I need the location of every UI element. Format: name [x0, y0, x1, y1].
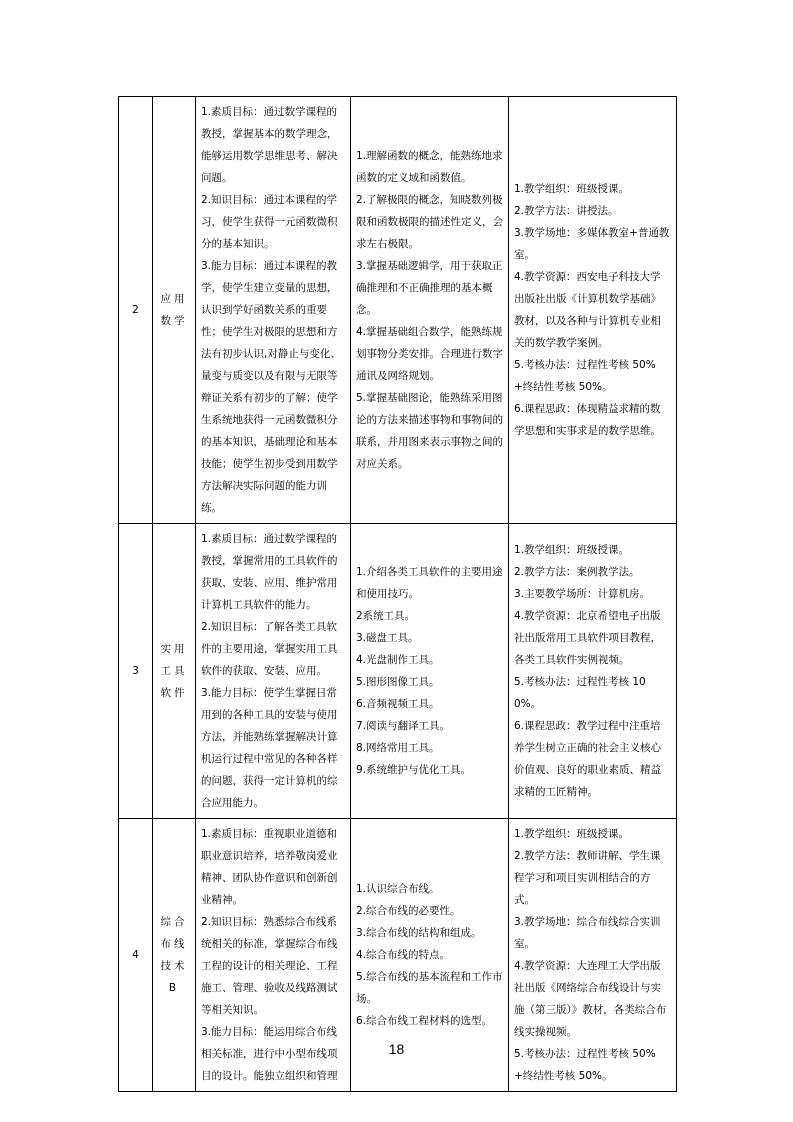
requirement-item: 1.教学组织：班级授课。 — [514, 544, 630, 556]
content-item: 1.认识综合布线。 — [356, 883, 440, 895]
requirement-item: 4.教学资源：西安电子科技大学出版社出版《计算机数学基础》教材，以及各种与计算机专业相关的数学教学案例。 — [514, 271, 661, 349]
course-contents — [351, 97, 509, 524]
content-item: 3.综合布线的结构和组成。 — [356, 927, 482, 939]
requirement-item: 2.教学方法：案例教学法。 — [514, 566, 640, 578]
goal-item: 2.知识目标：通过本课程的学习，使学生获得一元函数微积分的基本知识。 — [201, 194, 338, 250]
content-item: 6.综合布线工程材料的选型。 — [356, 1015, 493, 1027]
content-item: 9.系统维护与优化工具。 — [356, 764, 472, 776]
content-item: 3.磁盘工具。 — [356, 632, 419, 644]
content-item: 1.介绍各类工具软件的主要用途和使用技巧。 — [356, 566, 503, 600]
requirement-item: 5.考核办法：过程性考核 50%+终结性考核 50%。 — [514, 1048, 656, 1082]
course-goals — [196, 524, 351, 819]
requirement-item: 2.教学方法：教师讲解、学生课程学习和项目实训相结合的方式。 — [514, 850, 661, 906]
content-item: 4.光盘制作工具。 — [356, 654, 440, 666]
requirement-item: 4.教学资源：北京希望电子出版社出版常用工具软件项目教程，各类工具软件实例视频。 — [514, 610, 661, 666]
requirement-item: 3.教学场地：多媒体教室+普通教室。 — [514, 227, 670, 261]
page-number: 18 — [388, 1041, 405, 1057]
requirement-item: 3.教学场地：综合布线综合实训室。 — [514, 916, 661, 950]
course-number: 4 — [119, 819, 153, 1092]
requirement-item: 4.教学资源：大连理工大学出版社出版《网络综合布线设计与实施（第三版）》教材，各类综合布线实操视频。 — [514, 960, 667, 1038]
content-item: 1.理解函数的概念，能熟练地求函数的定义域和函数值。 — [356, 150, 503, 184]
content-item: 4.掌握基础组合数学，能熟练规划事物分类安排。合理进行数字通讯及网络规划。 — [356, 326, 503, 382]
content-item: 6.音频视频工具。 — [356, 698, 440, 710]
content-item: 2.综合布线的必要性。 — [356, 905, 461, 917]
course-number: 2 — [119, 97, 153, 524]
course-name: 实用工具软件 — [153, 524, 196, 819]
goal-item: 1.素质目标：通过数学课程的教授，掌握基本的数学理念，能够运用数学思维思考、解决问题。 — [201, 106, 338, 184]
content-item: 7.阅读与翻译工具。 — [356, 720, 451, 732]
content-item: 2.了解极限的概念，知晓数列极限和函数极限的描述性定义，会求左右极限。 — [356, 194, 503, 250]
goal-item: 1.素质目标：重视职业道德和职业意识培养，培养敬岗爱业精神、团队协作意识和创新创业精神。 — [201, 828, 338, 906]
course-contents — [351, 524, 509, 819]
goal-item: 3.能力目标：能运用综合布线相关标准，进行中小型布线项目的设计。能独立组织和管理 — [201, 1026, 338, 1082]
goal-item: 3.能力目标：通过本课程的教学，使学生建立变量的思想，认识到学好函数关系的重要性；使学生对极限的思想和方法有初步认识,对静止与变化、量变与质变以及有限与无限等辩证关系有初步的了解；使学生系统地获得一元函数微积分的基本知识，基础理论和基本技能；使学生初步受到用数学方法解决实际问题的能力训练。 — [201, 260, 341, 514]
requirement-item: 2.教学方法：讲授法。 — [514, 205, 619, 217]
course-requirements — [509, 524, 677, 819]
requirement-item: 1.教学组织：班级授课。 — [514, 828, 630, 840]
content-item: 5.图形图像工具。 — [356, 676, 440, 688]
course-number: 3 — [119, 524, 153, 819]
content-item: 3.掌握基础逻辑学，用于获取正确推理和不正确推理的基本概念。 — [356, 260, 503, 316]
requirement-item: 1.教学组织：班级授课。 — [514, 183, 630, 195]
course-requirements — [509, 97, 677, 524]
content-item: 2系统工具。 — [356, 610, 416, 622]
requirement-item: 6.课程思政：教学过程中注重培养学生树立正确的社会主义核心价值观、良好的职业素质、精益求精的工匠精神。 — [514, 720, 661, 798]
goal-item: 1.素质目标：通过数学课程的教授，掌握常用的工具软件的获取、安装、应用、维护常用计算机工具软件的能力。 — [201, 533, 338, 611]
course-goals — [196, 97, 351, 524]
content-item: 5.掌握基础图论，能熟练采用图论的方法来描述事物和事物间的联系，并用图来表示事物之间的对应关系。 — [356, 392, 503, 470]
goal-item: 3.能力目标：使学生掌握日常用到的各种工具的安装与使用方法，并能熟练掌握解决计算机运行过程中常见的各种各样的问题，获得一定计算机的综合应用能力。 — [201, 687, 338, 809]
course-table — [118, 96, 677, 1092]
requirement-item: 6.课程思政：体现精益求精的数学思想和实事求是的数学思维。 — [514, 403, 661, 437]
content-item: 4.综合布线的特点。 — [356, 949, 451, 961]
content-item: 8.网络常用工具。 — [356, 742, 440, 754]
requirement-item: 5.考核办法：过程性考核 50%+终结性考核 50%。 — [514, 359, 656, 393]
table-row — [119, 524, 677, 819]
content-item: 5.综合布线的基本流程和工作市场。 — [356, 971, 503, 1005]
goal-item: 2.知识目标：了解各类工具软件的主要用途，掌握实用工具软件的获取、安装、应用。 — [201, 621, 338, 677]
table-row — [119, 97, 677, 524]
requirement-item: 5.考核办法：过程性考核 100%。 — [514, 676, 646, 710]
goal-item: 2.知识目标：熟悉综合布线系统相关的标准，掌握综合布线工程的设计的相关理论、工程施工、管理、验收及线路测试等相关知识。 — [201, 916, 338, 1016]
requirement-item: 3.主要教学场所：计算机房。 — [514, 588, 651, 600]
course-name: 综合布线技术B — [153, 819, 196, 1092]
course-name: 应用数学 — [153, 97, 196, 524]
